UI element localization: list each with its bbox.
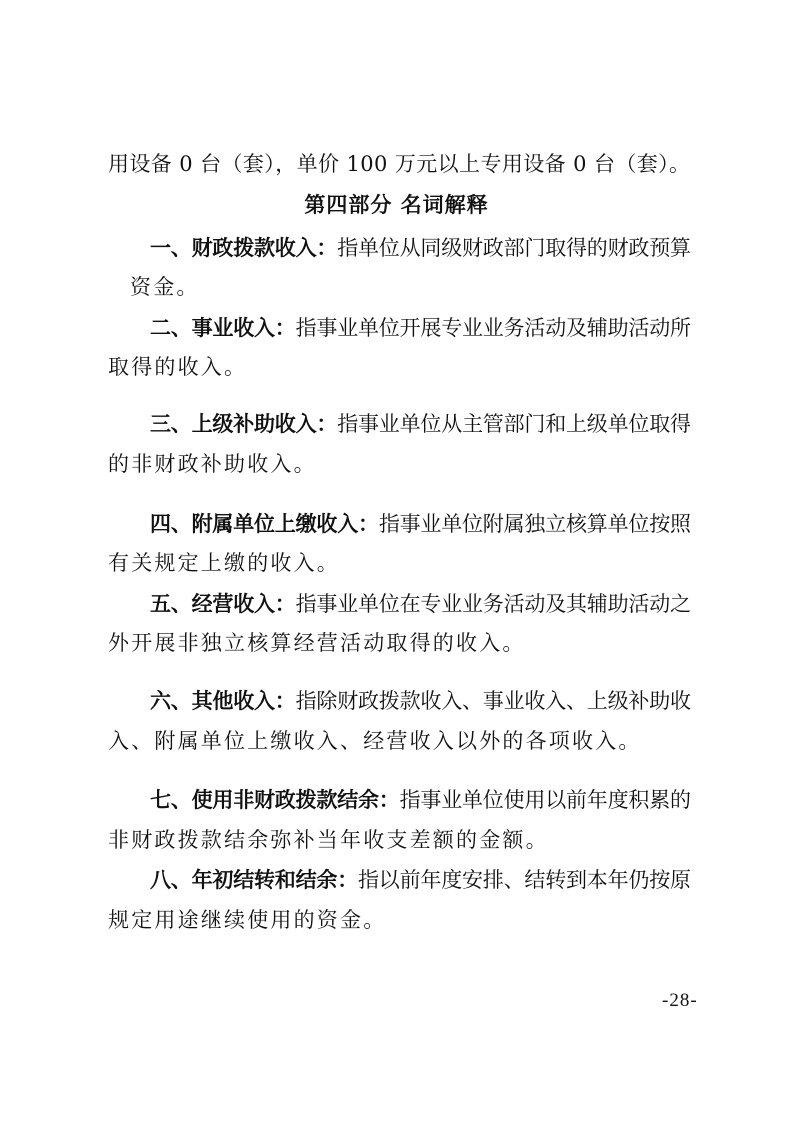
definition-line-1a bbox=[150, 234, 691, 262]
definition-text-3: 指事业单位从主管部门和上级单位取得 bbox=[337, 412, 691, 436]
definition-line-8b: 规定用途继续使用的资金。 bbox=[108, 908, 387, 932]
intro-line: 用设备 0 台（套），单价 100 万元以上专用设备 0 台（套）。 bbox=[108, 152, 691, 176]
definition-term-5: 五、经营收入： bbox=[150, 592, 296, 616]
definition-line-4a bbox=[150, 510, 691, 538]
definition-term-6: 六、其他收入： bbox=[150, 689, 296, 713]
definition-line-5a bbox=[150, 590, 691, 618]
definition-line-7b: 非财政拨款结余弥补当年收支差额的金额。 bbox=[108, 828, 549, 852]
definition-text-8: 指以前年度安排、结转到本年仍按原 bbox=[358, 868, 691, 892]
definition-term-1: 一、财政拨款收入： bbox=[150, 236, 338, 260]
definition-line-6a bbox=[150, 687, 691, 715]
definition-term-7: 七、使用非财政拨款结余： bbox=[150, 788, 400, 812]
definition-line-5b: 外开展非独立核算经营活动取得的收入。 bbox=[108, 631, 526, 655]
definition-line-1b: 资金。 bbox=[130, 275, 200, 299]
definition-line-2b: 取得的收入。 bbox=[108, 355, 248, 379]
definition-text-4: 指事业单位附属独立核算单位按照 bbox=[378, 512, 691, 536]
definition-text-6: 指除财政拨款收入、事业收入、上级补助收 bbox=[295, 689, 691, 713]
definition-term-4: 四、附属单位上缴收入： bbox=[150, 512, 379, 536]
definition-term-3: 三、上级补助收入： bbox=[150, 412, 338, 436]
definition-line-3b: 的非财政补助收入。 bbox=[108, 452, 317, 476]
definition-term-8: 八、年初结转和结余： bbox=[150, 868, 358, 892]
definition-line-2a bbox=[150, 314, 691, 342]
definition-line-4b: 有关规定上缴的收入。 bbox=[108, 551, 340, 575]
definition-text-1: 指单位从同级财政部门取得的财政预算 bbox=[337, 236, 691, 260]
definition-line-8a bbox=[150, 866, 691, 894]
definition-text-7: 指事业单位使用以前年度积累的 bbox=[399, 788, 691, 812]
definition-text-2: 指事业单位开展专业业务活动及辅助活动所 bbox=[295, 316, 691, 340]
page-number: -28- bbox=[662, 990, 698, 1011]
section-title: 第四部分 名词解释 bbox=[304, 193, 489, 217]
definition-line-3a bbox=[150, 410, 691, 438]
definition-line-6b: 入、附属单位上缴收入、经营收入以外的各项收入。 bbox=[108, 729, 642, 753]
definition-line-7a bbox=[150, 786, 691, 814]
definition-text-5: 指事业单位在专业业务活动及其辅助活动之 bbox=[295, 592, 691, 616]
definition-term-2: 二、事业收入： bbox=[150, 316, 296, 340]
